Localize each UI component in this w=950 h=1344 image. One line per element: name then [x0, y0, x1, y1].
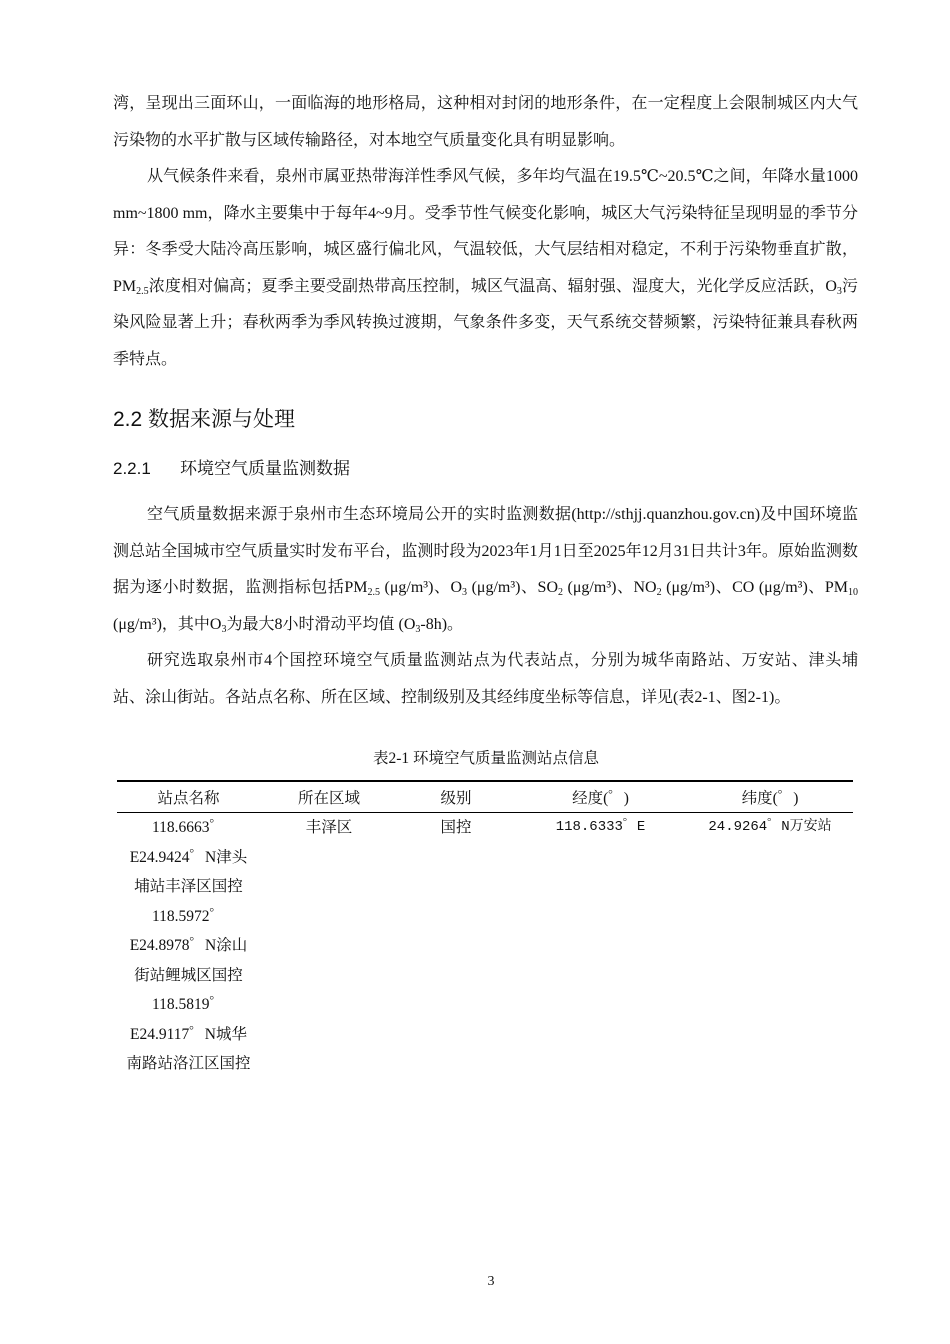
paragraph-data-source: 空气质量数据来源于泉州市生态环境局公开的实时监测数据(http://sthjj.quanzhou.gov.cn)及中国环境监测总站全国城市空气质量实时发布平台，监测时段为2023年1月1日至2025年12月31日共计3年。原始监测数据为逐小时数据，监测指标包括$PM_{2.5}$ (μg/m³)、$O_3$ (μg/m³)、$SO_2$ (μg/m³)、$NO_2$ (μg/m³)、CO (μg/m³)、$PM_{10}$ (μg/m³)，其中$O_3$为最大8小时滑动平均值 $(O_3-8h)$。	[113, 506, 858, 635]
header-latitude: 纬度(゜)	[687, 781, 853, 813]
cell-latitude: 24.9264゜N万安站	[708, 819, 832, 835]
subsection-heading	[113, 454, 350, 479]
table-caption: 表2-1 环境空气质量监测站点信息	[372, 750, 600, 767]
subsection-title: 环境空气质量监测数据	[180, 459, 350, 478]
table-header-row	[117, 781, 853, 813]
cell-district: 丰泽区	[305, 819, 353, 836]
paragraph-terrain: 湾，呈现出三面环山，一面临海的地形格局，这种相对封闭的地形条件，在一定程度上会限制城区内大气污染物的水平扩散与区域传输路径，对本地空气质量变化具有明显影响。	[113, 95, 858, 149]
cell-station-name: 118.6663゜E24.9424゜N津头埔站丰泽区国控118.5972゜E24.8978゜N涂山街站鲤城区国控118.5819゜E24.9117゜N城华南路站洛江区国控	[126, 819, 251, 1072]
header-level: 级别	[398, 781, 514, 813]
paragraph-climate: 从气候条件来看，泉州市属亚热带海洋性季风气候，多年均气温在19.5℃~20.5℃之间，年降水量1000 mm~1800 mm，降水主要集中于每年4~9月。受季节性气候变化影响，城区大气污染特征呈现明显的季节分异：冬季受大陆冷高压影响，城区盛行偏北风，气温较低，大气层结相对稳定，不利于污染物垂直扩散，$PM_{2.5}$浓度相对偏高；夏季主要受副热带高压控制，城区气温高、辐射强、湿度大，光化学反应活跃，$O_3$污染风险显著上升；春秋两季为季风转换过渡期，气象条件多变，天气系统交替频繁，污染特征兼具春秋两季特点。	[113, 168, 858, 368]
header-district: 所在区域	[260, 781, 398, 813]
cell-longitude: 118.6333゜E	[555, 819, 646, 835]
subsection-number: 2.2.1	[113, 459, 151, 478]
station-table	[117, 780, 853, 1079]
paragraph-stations: 研究选取泉州市4个国控环境空气质量监测站点为代表站点，分别为城华南路站、万安站、津头埔站、涂山街站。各站点名称、所在区域、控制级别及其经纬度坐标等信息，详见(表2-1、图2-1)。	[113, 652, 858, 706]
section-heading: 2.2 数据来源与处理	[113, 408, 296, 431]
cell-level: 国控	[440, 819, 472, 836]
table-row	[117, 813, 853, 1079]
header-station-name: 站点名称	[117, 781, 260, 813]
header-longitude: 经度(゜)	[514, 781, 687, 813]
page-number: 3	[487, 1274, 495, 1289]
